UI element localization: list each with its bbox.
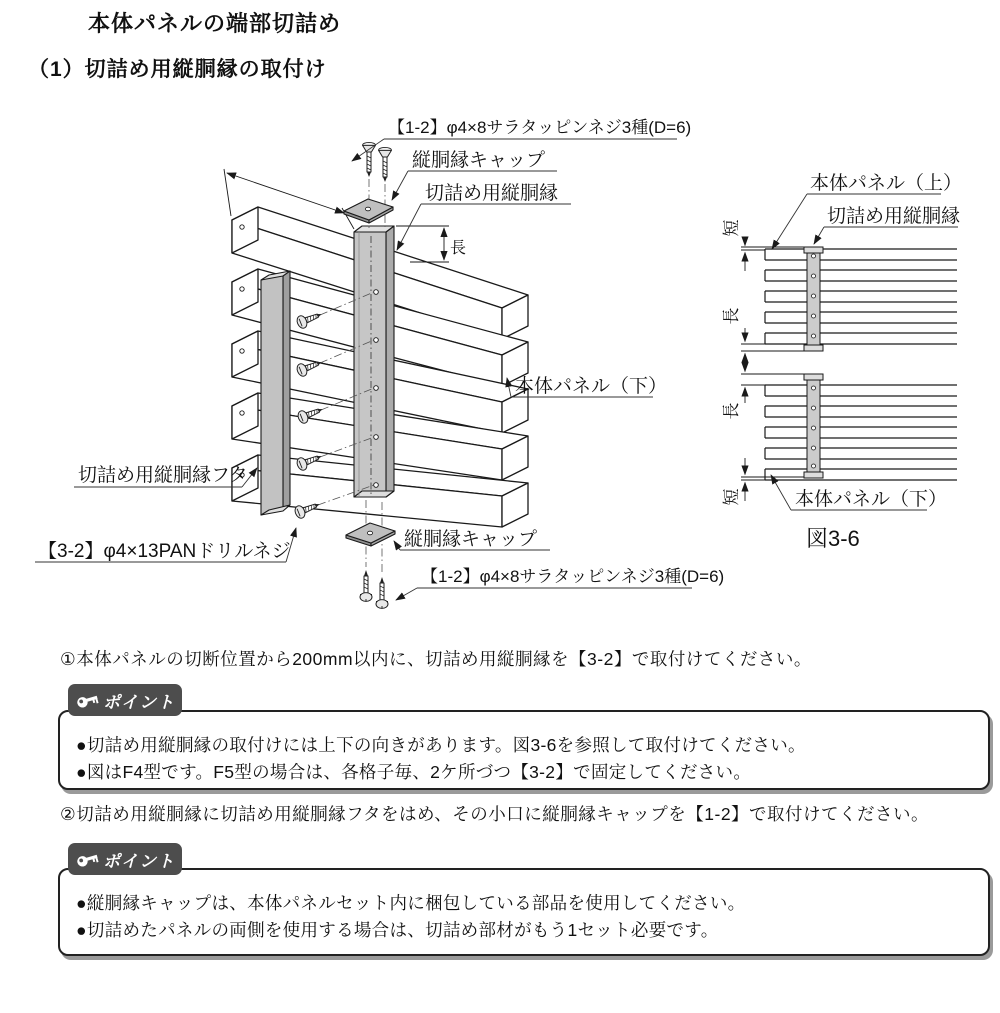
cap-bottom	[346, 523, 395, 546]
label-cover: 切詰め用縦胴縁フタ	[78, 465, 248, 486]
main-diagram	[35, 118, 724, 608]
point-badge-2	[68, 843, 182, 875]
key-icon	[75, 847, 99, 871]
label-furring: 切詰め用縦胴縁	[425, 183, 559, 204]
furring-channel	[354, 226, 394, 497]
dim-long-label: 長	[450, 240, 467, 257]
page-title: 本体パネルの端部切詰め	[88, 11, 342, 36]
figure-caption: 図3-6	[806, 526, 860, 551]
fig36-dimensions	[741, 238, 806, 501]
fig36-lower-slats	[765, 385, 957, 480]
instruction-step-2: ②切詰め用縦胴縁に切詰め用縦胴縁フタをはめ、その小口に縦胴縁キャップを【1-2】で取付けてください。	[60, 804, 930, 824]
flat-screw-top-2	[379, 147, 392, 182]
point-box-1	[58, 710, 990, 790]
key-icon	[75, 688, 99, 712]
furring-cover-strip	[261, 271, 290, 515]
instruction-step-1: ①本体パネルの切断位置から200mm以内に、切詰め用縦胴縁を【3-2】で取付けてください。	[60, 649, 812, 669]
dim-long-lower: 長	[722, 402, 741, 420]
label-panel-upper: 本体パネル（上）	[810, 173, 963, 194]
label-panel-lower: 本体パネル（下）	[515, 376, 668, 397]
point-badge-1	[68, 684, 182, 716]
fig36-dim-texts	[722, 220, 741, 506]
dim-short-top: 短	[722, 219, 741, 237]
fig36-upper-channel	[804, 247, 823, 351]
label-screw-bottom: 【1-2】φ4×8サラタッピンネジ3種(D=6)	[421, 567, 725, 586]
point-2-line-2: ●切詰めたパネルの両側を使用する場合は、切詰め部材がもう1セット必要です。	[76, 920, 719, 940]
fig36-label-texts	[795, 172, 962, 551]
point-1-line-2: ●図はF4型です。F5型の場合は、各格子毎、2ケ所づつ【3-2】で固定してください。	[76, 762, 752, 782]
label-screw-top: 【1-2】φ4×8サラタッピンネジ3種(D=6)	[388, 118, 692, 137]
flat-screw-top-1	[363, 142, 376, 177]
point-badge-label: ポイント	[103, 692, 175, 712]
dim-long-upper: 長	[722, 307, 741, 325]
dim-short-bottom: 短	[722, 488, 741, 506]
point-1-line-1: ●切詰め用縦胴縁の取付けには上下の向きがあります。図3-6を参照して取付けてください。	[76, 735, 806, 755]
section-heading: （1）切詰め用縦胴縁の取付け	[28, 58, 327, 81]
label-fig36-panel-lower: 本体パネル（下）	[795, 489, 948, 510]
label-fig36-furring: 切詰め用縦胴縁	[827, 206, 961, 227]
point-box-2	[58, 868, 990, 956]
fig36-lower-channel	[804, 374, 823, 478]
flat-screw-bottom-1	[360, 570, 372, 601]
label-drill-screw: 【3-2】φ4×13PANドリルネジ	[38, 541, 291, 562]
label-cap-top: 縦胴縁キャップ	[412, 150, 546, 171]
label-cap-bottom: 縦胴縁キャップ	[404, 529, 538, 550]
figure-3-6	[722, 172, 962, 551]
fig36-labels	[771, 194, 961, 510]
point-badge-label: ポイント	[103, 851, 175, 871]
cap-top	[344, 199, 393, 223]
point-2-line-1: ●縦胴縁キャップは、本体パネルセット内に梱包している部品を使用してください。	[76, 893, 746, 913]
fig36-upper-slats	[765, 249, 957, 344]
flat-screw-bottom-2	[376, 577, 388, 608]
